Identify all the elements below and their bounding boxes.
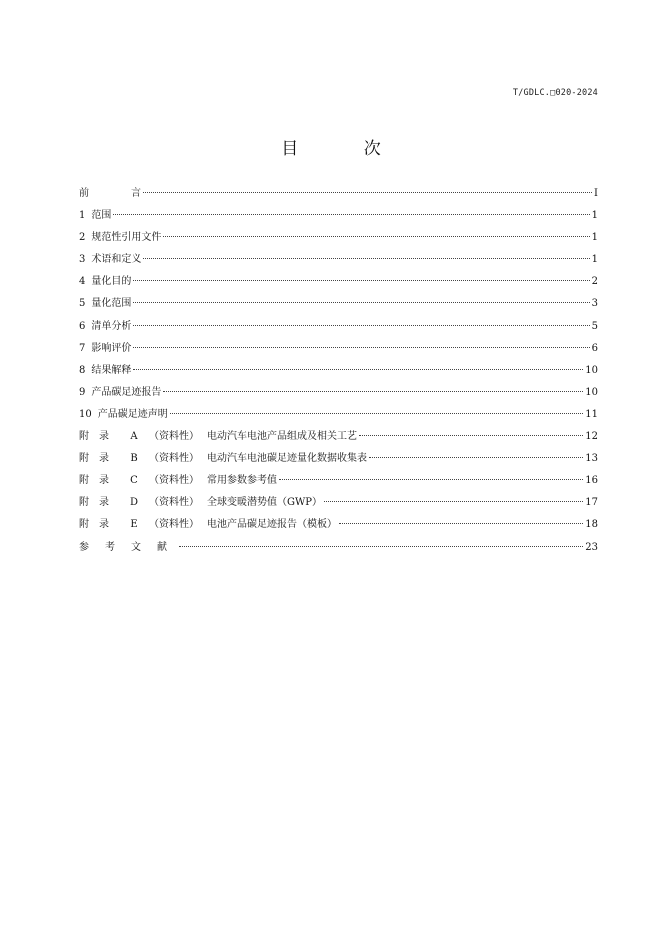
toc-entry[interactable] (79, 492, 598, 514)
toc-entry-label-part: 附 (79, 475, 89, 487)
toc-entry[interactable] (79, 271, 598, 293)
toc-entry-label (79, 382, 161, 404)
toc-entry-page: 16 (585, 475, 598, 487)
toc-entry-label-part: 附 (79, 453, 89, 465)
toc-entry-page: 2 (591, 276, 598, 288)
toc-entry-page: 10 (585, 364, 598, 376)
toc-entry-label-part: 附 (79, 497, 89, 509)
toc-entry-label-part: （资料性） (149, 431, 199, 443)
toc-entry-label-part: 全球变暖潜势值（GWP） (207, 497, 322, 509)
toc-entry-page: 1 (591, 210, 598, 222)
toc-entry-label-part: 范围 (91, 210, 112, 222)
toc-entry-label-part: 常用参数参考值 (207, 475, 277, 487)
toc-entry-label-part: 5 (79, 298, 86, 310)
toc-entry-label-part: 录 (99, 519, 109, 531)
toc-entry-label-part: 9 (79, 386, 86, 398)
toc-entry-label-part: （资料性） (149, 475, 199, 487)
toc-leader-dots (143, 192, 592, 193)
toc-entry-label-part: 产品碳足迹声明 (97, 408, 168, 420)
toc-leader-dots (170, 413, 584, 414)
toc-entry[interactable] (79, 183, 598, 205)
toc-entry-label-part: 3 (79, 254, 86, 266)
toc-entry-label (79, 426, 357, 448)
toc-entry-page: 1 (591, 232, 598, 244)
toc-entry-label-part: （资料性） (149, 497, 199, 509)
toc-entry-label (79, 514, 337, 536)
toc-entry-page: 13 (585, 453, 598, 465)
toc-title: 目 次 (281, 139, 411, 159)
toc-leader-dots (133, 280, 589, 281)
toc-entry-label-part: A (130, 431, 138, 443)
toc-entry-label-part: B (130, 453, 138, 465)
toc-entry-label-part: 清单分析 (91, 320, 132, 332)
toc-entry-label (79, 470, 277, 492)
toc-entry[interactable] (79, 404, 598, 426)
toc-entry-page: 10 (585, 386, 598, 398)
toc-entry-label-part: 影响评价 (91, 342, 132, 354)
toc-entry-label-part: 前 (79, 188, 89, 199)
toc-entry[interactable] (79, 360, 598, 382)
toc-entry-label-part: 8 (79, 364, 86, 376)
document-code: T/GDLC.□020-2024 (512, 88, 598, 98)
toc-entry-page: 11 (585, 408, 598, 420)
toc-leader-dots (113, 214, 589, 215)
toc-entry-label-part: （资料性） (149, 453, 199, 465)
toc-leader-dots (133, 302, 589, 303)
toc-entry-label-part: 电动汽车电池碳足迹量化数据收集表 (207, 453, 367, 465)
toc-entry-page: 18 (585, 519, 598, 531)
toc-entry-label-part: 言 (131, 188, 141, 199)
toc-entry[interactable] (79, 514, 598, 536)
toc-entry[interactable] (79, 316, 598, 338)
toc-entry-label-part: 6 (79, 320, 86, 332)
toc-entry-label-part: 2 (79, 232, 86, 244)
toc-entry[interactable] (79, 227, 598, 249)
toc-entry[interactable] (79, 537, 598, 559)
toc-entry-label-part: 10 (79, 408, 92, 420)
toc-entry-label-part: 录 (99, 475, 109, 487)
toc-entry-label (79, 271, 131, 293)
toc-leader-dots (324, 501, 583, 502)
toc-entry-label-part: 4 (79, 276, 86, 288)
toc-entry-label-part: 1 (79, 210, 86, 222)
toc-entry[interactable] (79, 205, 598, 227)
toc-entry[interactable] (79, 338, 598, 360)
toc-entry-page: I (594, 188, 598, 199)
toc-entry[interactable] (79, 426, 598, 448)
toc-entry-label-part: 量化目的 (91, 276, 132, 288)
toc-entry-label-part: C (130, 475, 138, 487)
toc-entry-label-part: D (129, 497, 139, 509)
table-of-contents (79, 183, 598, 559)
toc-leader-dots (163, 236, 589, 237)
toc-entry-label (79, 404, 168, 426)
toc-entry-label (79, 316, 131, 338)
toc-entry-label (79, 338, 131, 360)
toc-entry-label-part: 献 (157, 541, 167, 553)
toc-entry-label-part: 录 (99, 431, 109, 443)
toc-entry-page: 6 (591, 342, 598, 354)
toc-leader-dots (339, 523, 583, 524)
toc-entry-page: 1 (591, 254, 598, 266)
toc-entry-label-part: 考 (105, 541, 115, 553)
toc-entry-label (79, 492, 322, 514)
toc-entry-label-part: 产品碳足迹报告 (91, 386, 162, 398)
toc-leader-dots (179, 546, 583, 547)
toc-entry-label (79, 537, 177, 559)
toc-entry-label-part: 电动汽车电池产品组成及相关工艺 (207, 431, 357, 443)
toc-entry[interactable] (79, 448, 598, 470)
toc-entry-page: 23 (585, 541, 598, 553)
toc-entry-page: 17 (585, 497, 598, 509)
toc-leader-dots (133, 369, 583, 370)
toc-leader-dots (163, 391, 583, 392)
toc-entry-label-part: 录 (99, 453, 109, 465)
toc-entry-page: 12 (585, 431, 598, 443)
toc-entry-label (79, 293, 131, 315)
toc-leader-dots (279, 479, 583, 480)
toc-leader-dots (369, 457, 583, 458)
toc-entry[interactable] (79, 382, 598, 404)
toc-entry-label (79, 205, 111, 227)
toc-leader-dots (359, 435, 583, 436)
toc-entry-label-part: 电池产品碳足迹报告（模板） (207, 519, 337, 531)
toc-entry-label (79, 448, 367, 470)
toc-leader-dots (143, 258, 589, 259)
toc-entry-label-part: 附 (79, 519, 89, 531)
toc-entry-label (79, 249, 141, 271)
toc-entry-label (79, 183, 141, 205)
toc-entry-label-part: 术语和定义 (91, 254, 142, 266)
toc-entry-page: 3 (591, 298, 598, 310)
toc-entry-label-part: 7 (79, 342, 86, 354)
toc-entry-label-part: 结果解释 (91, 364, 132, 376)
toc-entry-label-part: E (130, 519, 138, 531)
toc-entry-label (79, 227, 161, 249)
toc-entry-label-part: 文 (131, 541, 141, 553)
toc-entry-label-part: （资料性） (149, 519, 199, 531)
toc-entry-label-part: 附 (79, 431, 89, 443)
toc-leader-dots (133, 325, 589, 326)
toc-entry-page: 5 (591, 320, 598, 332)
toc-entry[interactable] (79, 470, 598, 492)
toc-entry-label-part: 录 (99, 497, 109, 509)
toc-leader-dots (133, 347, 589, 348)
toc-entry[interactable] (79, 249, 598, 271)
toc-entry-label-part: 量化范围 (91, 298, 132, 310)
toc-entry[interactable] (79, 293, 598, 315)
toc-entry-label-part: 规范性引用文件 (91, 232, 162, 244)
toc-entry-label (79, 360, 131, 382)
toc-entry-label-part: 参 (79, 541, 89, 553)
